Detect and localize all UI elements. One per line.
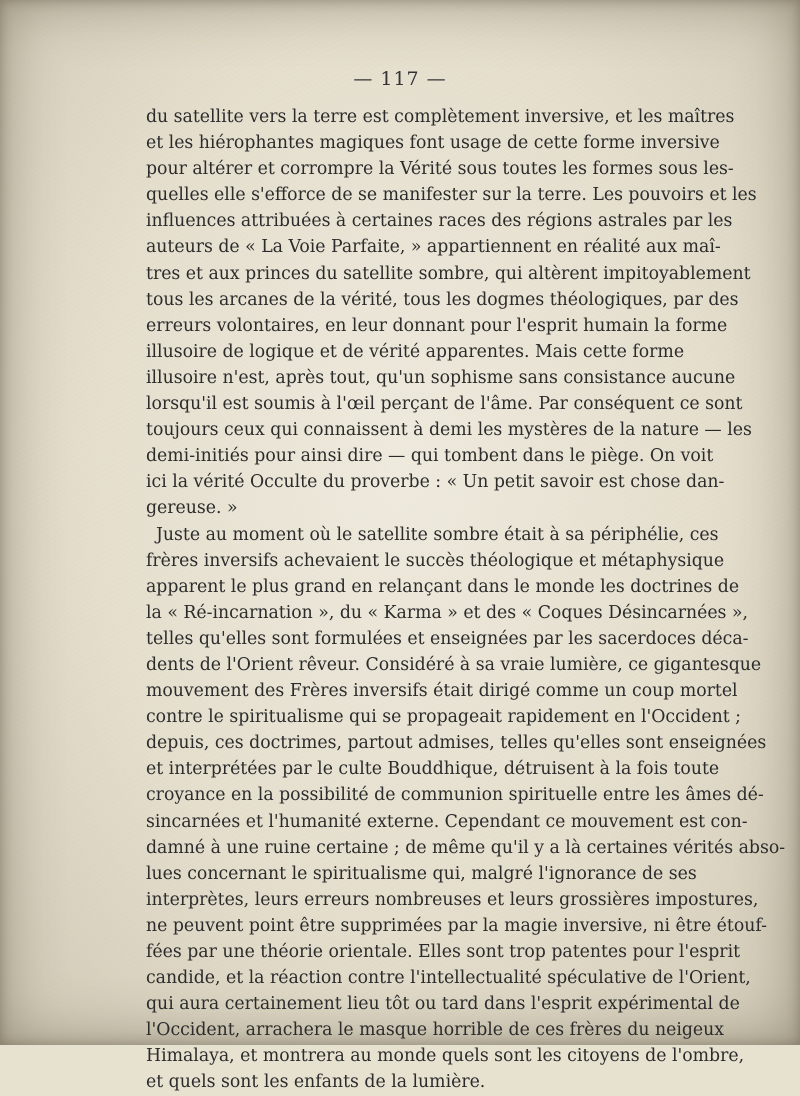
text-line: auteurs de « La Voie Parfaite, » appartiennent en réalité aux maî- (146, 237, 721, 258)
text-line: la « Ré-incarnation », du « Karma » et des « Coques Désincarnées », (146, 602, 748, 623)
text-line: mouvement des Frères inversifs était dirigé comme un coup mortel (146, 681, 738, 702)
text-line: frères inversifs achevaient le succès théologique et métaphysique (146, 550, 725, 571)
text-line: qui aura certainement lieu tôt ou tard dans l'esprit expérimental de (146, 994, 740, 1015)
text-line: Juste au moment où le satellite sombre était à sa périphélie, ces (156, 524, 719, 545)
text-line: candide, et la réaction contre l'intellectualité spéculative de l'Orient, (146, 968, 751, 989)
text-line: erreurs volontaires, en leur donnant pour l'esprit humain la forme (146, 315, 728, 336)
text-line: ici la vérité Occulte du proverbe : « Un petit savoir est chose dan- (146, 472, 725, 493)
body-text (146, 104, 786, 1096)
text-line: croyance en la possibilité de communion spirituelle entre les âmes dé- (146, 785, 764, 806)
text-line: et quels sont les enfants de la lumière. (146, 1072, 486, 1093)
text-line: et les hiérophantes magiques font usage de cette forme inversive (146, 133, 720, 154)
text-line: telles qu'elles sont formulées et enseignées par les sacerdoces déca- (146, 628, 749, 649)
text-line: lues concernant le spiritualisme qui, malgré l'ignorance de ses (146, 863, 697, 884)
text-line: depuis, ces doctrimes, partout admises, telles qu'elles sont enseignées (146, 733, 767, 754)
page-number: — 117 — (353, 68, 447, 90)
text-line: quelles elle s'efforce de se manifester sur la terre. Les pouvoirs et les (146, 185, 757, 206)
text-line: interprètes, leurs erreurs nombreuses et leurs grossières impostures, (146, 889, 759, 910)
text-line: toujours ceux qui connaissent à demi les mystères de la nature — les (146, 420, 752, 441)
text-line: damné à une ruine certaine ; de même qu'il y a là certaines vérités abso- (146, 837, 786, 858)
text-line: Himalaya, et montrera au monde quels sont les citoyens de l'ombre, (146, 1046, 745, 1067)
text-line: tres et aux princes du satellite sombre, qui altèrent impitoyablement (146, 263, 751, 284)
text-line: et interprétées par le culte Bouddhique, détruisent à la fois toute (146, 759, 720, 780)
text-line: demi-initiés pour ainsi dire — qui tombent dans le piège. On voit (146, 446, 714, 467)
text-line: du satellite vers la terre est complètement inversive, et les maîtres (146, 107, 735, 127)
text-line: ne peuvent point être supprimées par la magie inversive, ni être étouf- (146, 915, 768, 936)
text-line: lorsqu'il est soumis à l'œil perçant de l'âme. Par conséquent ce sont (146, 394, 743, 415)
text-line: fées par une théorie orientale. Elles sont trop patentes pour l'esprit (146, 942, 741, 962)
text-line: contre le spiritualisme qui se propageait rapidement en l'Occident ; (146, 707, 741, 728)
text-line: illusoire de logique et de vérité apparentes. Mais cette forme (146, 341, 685, 362)
text-line: sincarnées et l'humanité externe. Cependant ce mouvement est con- (146, 811, 748, 832)
text-line: tous les arcanes de la vérité, tous les dogmes théologiques, par des (146, 289, 739, 310)
text-line: influences attribuées à certaines races des régions astrales par les (146, 211, 733, 232)
text-line: l'Occident, arrachera le masque horrible de ces frères du neigeux (146, 1020, 725, 1041)
text-line: pour altérer et corrompre la Vérité sous toutes les formes sous les- (146, 159, 734, 180)
text-line: illusoire n'est, après tout, qu'un sophisme sans consistance aucune (146, 367, 736, 388)
text-line: apparent le plus grand en relançant dans le monde les doctrines de (146, 576, 740, 597)
text-line: gereuse. » (146, 498, 238, 519)
text-line: dents de l'Orient rêveur. Considéré à sa vraie lumière, ce gigantesque (146, 654, 762, 675)
